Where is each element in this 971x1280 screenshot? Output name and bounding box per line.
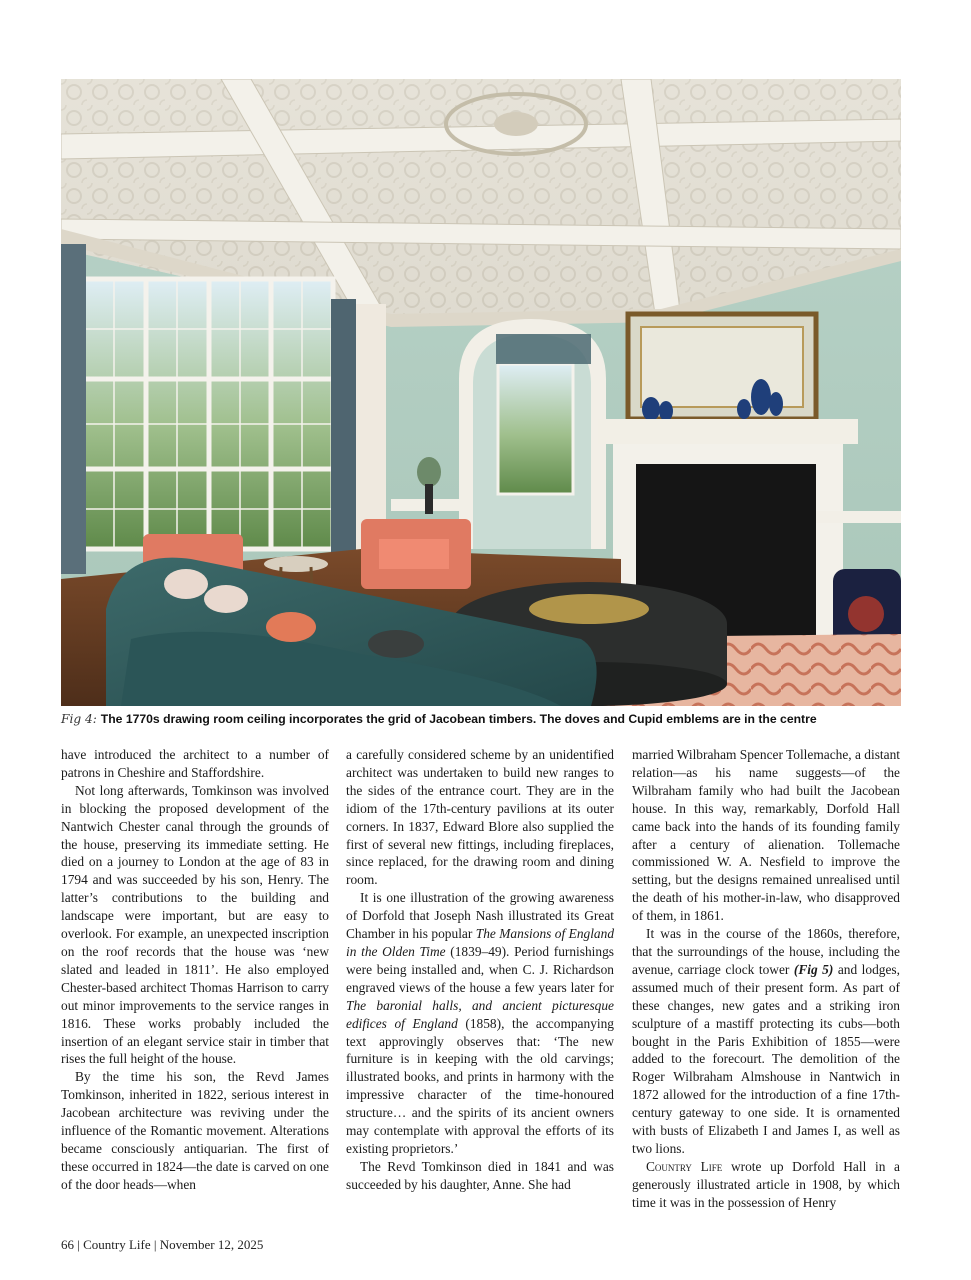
paragraph: Country Life wrote up Dorfold Hall in a generously illustrated article in 1908, by which time it was in the possession of Henry	[632, 1158, 900, 1210]
book-title: The Mansions of England in the Olden Time	[346, 926, 615, 959]
article-column-3	[632, 746, 900, 1212]
paragraph: It is one illustration of the growing awareness of Dorfold that Joseph Nash illustrated its Great Chamber in his popular The Mansions of England in the Olden Time (1839–49). Period furnishings were being installed and, when C. J. Richardson engraved views of the house a few years later for The baronial halls, and ancient picturesque edifices of England (1858), the accompanying text approvingly observes that: ‘The new furniture is in keeping with the old carvings; illustrated books, and prints in harmony with the impressive character of the time-honoured structure… and the spirits of its ancient owners may contemplate with approval the efforts of its existing proprietors.’	[346, 890, 615, 1156]
figure-label: Fig 4:	[61, 712, 97, 726]
drawing-room-photo	[61, 79, 901, 706]
figure-caption-text: The 1770s drawing room ceiling incorporates the grid of Jacobean timbers. The doves and Cupid emblems are in the centre	[100, 712, 817, 726]
paragraph: Not long afterwards, Tomkinson was involved in blocking the proposed development of the Nantwich Chester canal through the grounds of the house, preserving its immediate setting. He died on a journey to London at the age of 83 in 1794 and was succeeded by his son, Henry. The latter’s contributions to the building and landscape were important, but are easy to overlook. For example, an unexpected inscription on the roof records that the house was ‘new slated and leaded in 1811’. He also employed Chester-based architect Thomas Harrison to carry out minor improvements to the service ranges in 1816. These works probably included the insertion of an elegant service stair in timber that rises the full height of the house.	[61, 782, 329, 1067]
paragraph: It was in the course of the 1860s, therefore, that the surroundings of the house, including the avenue, carriage clock tower (Fig 5) and lodges, assumed much of their present form. As part of these changes, new gates and a striking iron sculpture of a mastiff protecting its cubs—both bought in the Paris Exhibition of 1855—were added to the forecourt. The demolition of the Roger Wilbraham Almshouse in Nantwich in 1872 allowed for the introduction of a fine 17th-century gateway to one side. It is ornamented with busts of Elizabeth I and James I, as well as two lions.	[632, 926, 900, 1156]
paragraph: married Wilbraham Spencer Tollemache, a distant relation—as his name suggests—of the Wilbraham family who had built the Jacobean house. In this way, remarkably, Dorfold Hall came back into the hands of its founding family after a century of alienation. Tollemache commissioned W. A. Nesfield to improve the setting, but the designs remained unrealised until the death of his mother-in-law, who disapproved of them, in 1861.	[632, 747, 900, 924]
paragraph: have introduced the architect to a number of patrons in Cheshire and Staffordshire.	[61, 747, 329, 780]
article-column-1	[61, 746, 329, 1194]
page-footer: 66 | Country Life | November 12, 2025	[61, 1237, 264, 1252]
paragraph: The Revd Tomkinson died in 1841 and was succeeded by his daughter, Anne. She had	[346, 1158, 614, 1192]
figure-reference: (Fig 5)	[793, 961, 834, 977]
magazine-name: Country Life	[646, 1158, 723, 1174]
article-column-2	[346, 746, 614, 1194]
paragraph: By the time his son, the Revd James Tomkinson, inherited in 1822, serious interest in Jacobean architecture was reviving under the influence of the Romantic movement. Alterations became consciously antiquarian. The first of these occurred in 1824—the date is carved on one of the door heads—when	[61, 1069, 329, 1192]
paragraph: a carefully considered scheme by an unidentified architect was undertaken to build new ranges to the sides of the entrance court. They are in the idiom of the 17th-century pavilions at its outer corners. In 1837, Edward Blore also supplied the first of several new fittings, including fireplaces, since replaced, for the drawing room and dining room.	[346, 747, 614, 888]
book-title: The baronial halls, and ancient picturesque edifices of England	[346, 997, 614, 1031]
figure-caption	[61, 711, 911, 727]
